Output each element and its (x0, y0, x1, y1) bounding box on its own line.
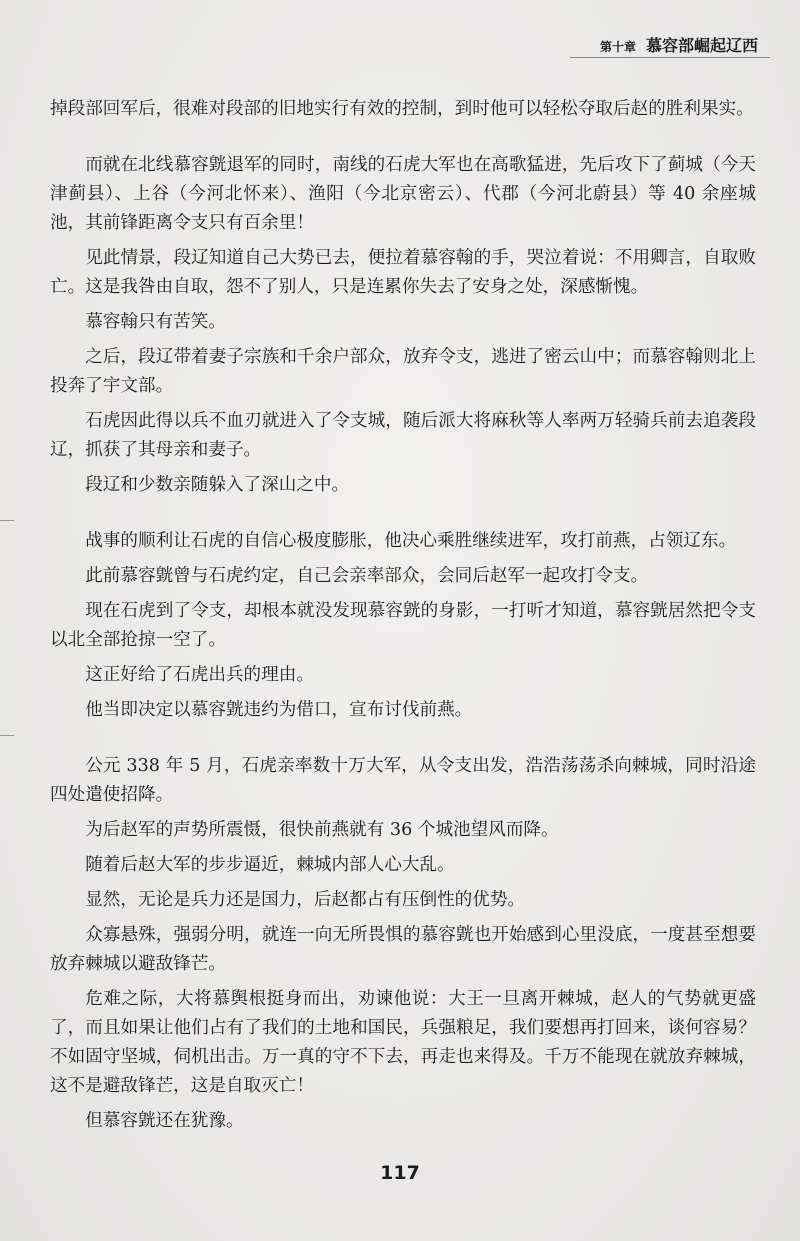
paragraph-gap (50, 500, 756, 527)
header-rule (570, 57, 770, 58)
page-edge-mark (0, 735, 14, 736)
paragraph-15: 随着后赵大军的步步逼近，棘城内部人心大乱。 (85, 855, 455, 875)
page-number: 117 (380, 1162, 420, 1184)
paragraph-11: 这正好给了石虎出兵的理由。 (85, 665, 314, 685)
chapter-label: 第十章 (599, 40, 636, 54)
paragraph-18: 危难之际，大将慕舆根挺身而出，劝谏他说：大王一旦离开棘城，赵人的气势就更盛了，而且如果让他们占有了我们的土地和国民，兵强粮足，我们要想再打回来，谈何容易？不如固守坚城，伺机出击。万一真的守不下去，再走也来得及。千万不能现在就放弃棘城，这不是避敌锋芒，这是自取灭亡！ (50, 989, 756, 1096)
paragraph-16: 显然，无论是兵力还是国力，后赵都占有压倒性的优势。 (85, 890, 526, 910)
paragraph-12: 他当即决定以慕容皝违约为借口，宣布讨伐前燕。 (85, 700, 473, 720)
paragraph-gap (50, 725, 756, 752)
paragraph-gap (50, 124, 756, 151)
paragraph-8: 战事的顺利让石虎的自信心极度膨胀，他决心乘胜继续进军，攻打前燕，占领辽东。 (85, 531, 737, 551)
paragraph-10: 现在石虎到了令支，却根本就没发现慕容皝的身影，一打听才知道，慕容皝居然把令支以北全部抢掠一空了。 (50, 601, 756, 650)
paragraph-3: 见此情景，段辽知道自己大势已去，便拉着慕容翰的手，哭泣着说：不用卿言，自取败亡。这是我咎由自取，怨不了别人，只是连累你失去了安身之处，深感惭愧。 (50, 248, 756, 297)
paragraph-7: 段辽和少数亲随躲入了深山之中。 (85, 475, 350, 495)
paragraph-19: 但慕容皝还在犹豫。 (85, 1111, 244, 1131)
paragraph-13: 公元 338 年 5 月，石虎亲率数十万大军，从令支出发，浩浩荡荡杀向棘城，同时沿途四处遣使招降。 (50, 756, 756, 805)
running-header (600, 33, 758, 56)
paragraph-5: 之后，段辽带着妻子宗族和千余户部众，放弃令支，逃进了密云山中；而慕容翰则北上投奔了宇文部。 (50, 347, 756, 396)
paragraph-17: 众寡悬殊，强弱分明，就连一向无所畏惧的慕容皝也开始感到心里没底，一度甚至想要放弃棘城以避敌锋芒。 (50, 925, 756, 974)
paragraph-6: 石虎因此得以兵不血刃就进入了令支城，随后派大将麻秋等人率两万轻骑兵前去追袭段辽，抓获了其母亲和妻子。 (50, 411, 756, 460)
paragraph-4: 慕容翰只有苦笑。 (85, 312, 226, 332)
paragraph-14: 为后赵军的声势所震慑，很快前燕就有 36 个城池望风而降。 (85, 820, 559, 840)
paragraph-9: 此前慕容皝曾与石虎约定，自己会亲率部众，会同后赵军一起攻打令支。 (85, 566, 649, 586)
chapter-title: 慕容部崛起辽西 (645, 36, 758, 55)
body-text (50, 95, 756, 1136)
paragraph-2: 而就在北线慕容皝退军的同时，南线的石虎大军也在高歌猛进，先后攻下了蓟城（今天津蓟县）、上谷（今河北怀来）、渔阳（今北京密云）、代郡（今河北蔚县）等 40 余座城池，其前锋距离令支只有百余里！ (50, 155, 756, 233)
paragraph-1: 掉段部回军后，很难对段部的旧地实行有效的控制，到时他可以轻松夺取后赵的胜利果实。 (50, 99, 754, 119)
page-edge-mark (0, 520, 14, 521)
